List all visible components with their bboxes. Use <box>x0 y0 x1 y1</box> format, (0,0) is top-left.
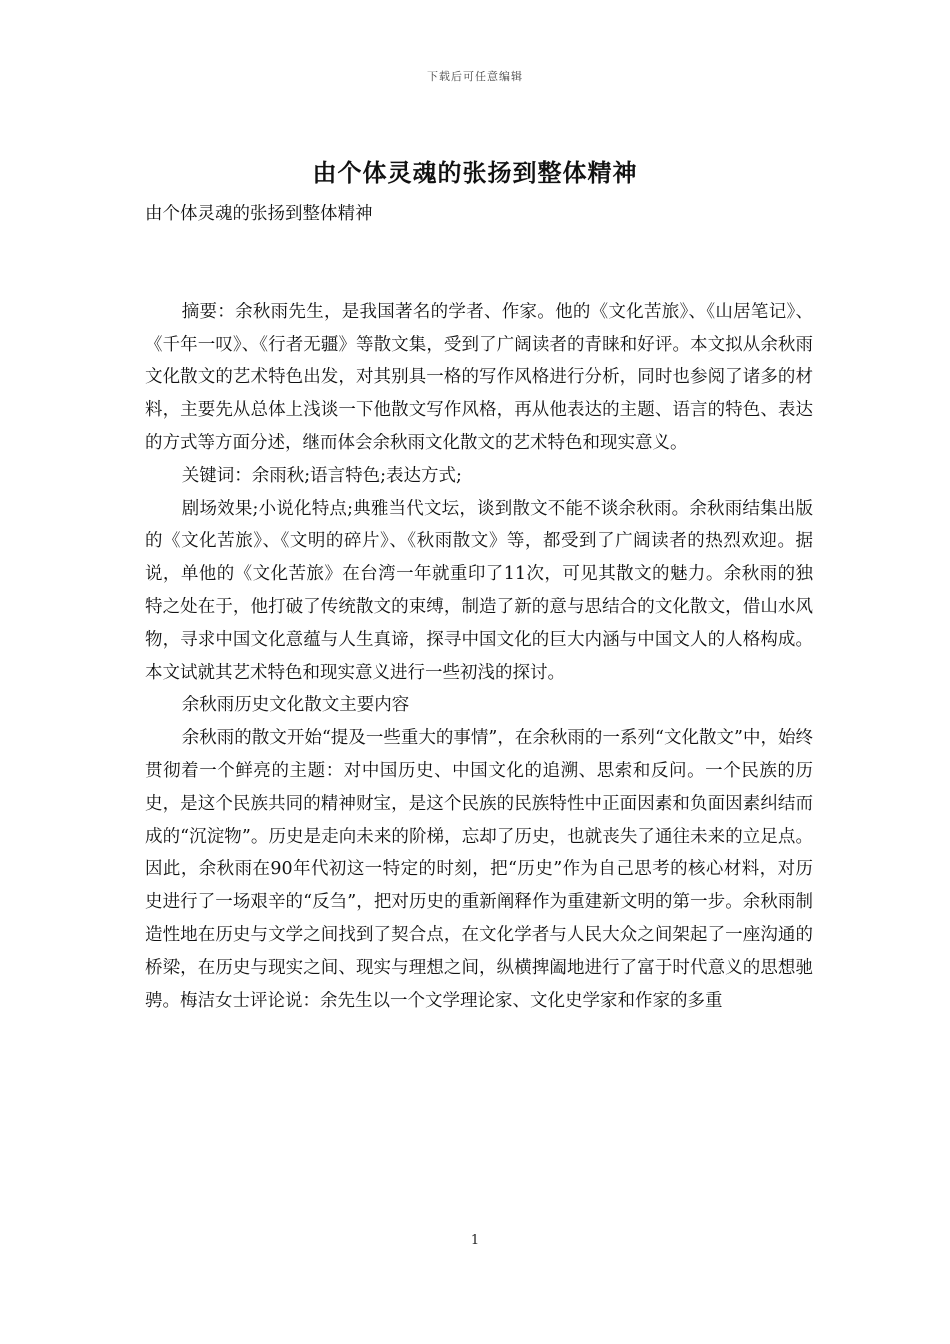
abstract-paragraph: 摘要：余秋雨先生，是我国著名的学者、作家。他的《文化苦旅》、《山居笔记》、《千年一叹》、《行者无疆》等散文集，受到了广阔读者的青睐和好评。本文拟从余秋雨文化散文的艺术特色出发，对其别具一格的写作风格进行分析，同时也参阅了诸多的材料，主要先从总体上浅谈一下他散文写作风格，再从他表达的主题、语言的特色、表达的方式等方面分述，继而体会余秋雨文化散文的艺术特色和现实意义。 <box>145 301 813 453</box>
document-subtitle: 由个体灵魂的张扬到整体精神 <box>145 204 373 224</box>
intro-paragraph: 剧场效果;小说化特点;典雅当代文坛，谈到散文不能不谈余秋雨。余秋雨结集出版的《文化苦旅》、《文明的碎片》、《秋雨散文》等，都受到了广阔读者的热烈欢迎。据说，单他的《文化苦旅》在台湾一年就重印了11次，可见其散文的魅力。余秋雨的独特之处在于，他打破了传统散文的束缚，制造了新的意与思结合的文化散文，借山水风物，寻求中国文化意蕴与人生真谛，探寻中国文化的巨大内涵与中国文人的人格构成。本文试就其艺术特色和现实意义进行一些初浅的探讨。 <box>145 498 813 683</box>
header-note: 下载后可任意编辑 <box>427 70 523 83</box>
document-body <box>145 198 813 1017</box>
page-number: 1 <box>470 1233 480 1248</box>
body-paragraph: 余秋雨的散文开始“提及一些重大的事情”，在余秋雨的一系列“文化散文”中，始终贯彻着一个鲜亮的主题：对中国历史、中国文化的追溯、思索和反问。一个民族的历史，是这个民族共同的精神财宝，是这个民族的民族特性中正面因素和负面因素纠结而成的“沉淀物”。历史是走向未来的阶梯，忘却了历史，也就丧失了通往未来的立足点。因此，余秋雨在90年代初这一特定的时刻，把“历史”作为自己思考的核心材料，对历史进行了一场艰辛的“反刍”，把对历史的重新阐释作为重建新文明的第一步。余秋雨制造性地在历史与文学之间找到了契合点，在文化学者与人民大众之间架起了一座沟通的桥梁，在历史与现实之间、现实与理想之间，纵横捭阖地进行了富于时代意义的思想驰骋。梅洁女士评论说：余先生以一个文学理论家、文化史学家和作家的多重 <box>145 728 813 1011</box>
keywords-paragraph: 关键词：余雨秋;语言特色;表达方式; <box>181 465 462 486</box>
document-title: 由个体灵魂的张扬到整体精神 <box>312 158 638 187</box>
section-heading: 余秋雨历史文化散文主要内容 <box>181 695 410 716</box>
